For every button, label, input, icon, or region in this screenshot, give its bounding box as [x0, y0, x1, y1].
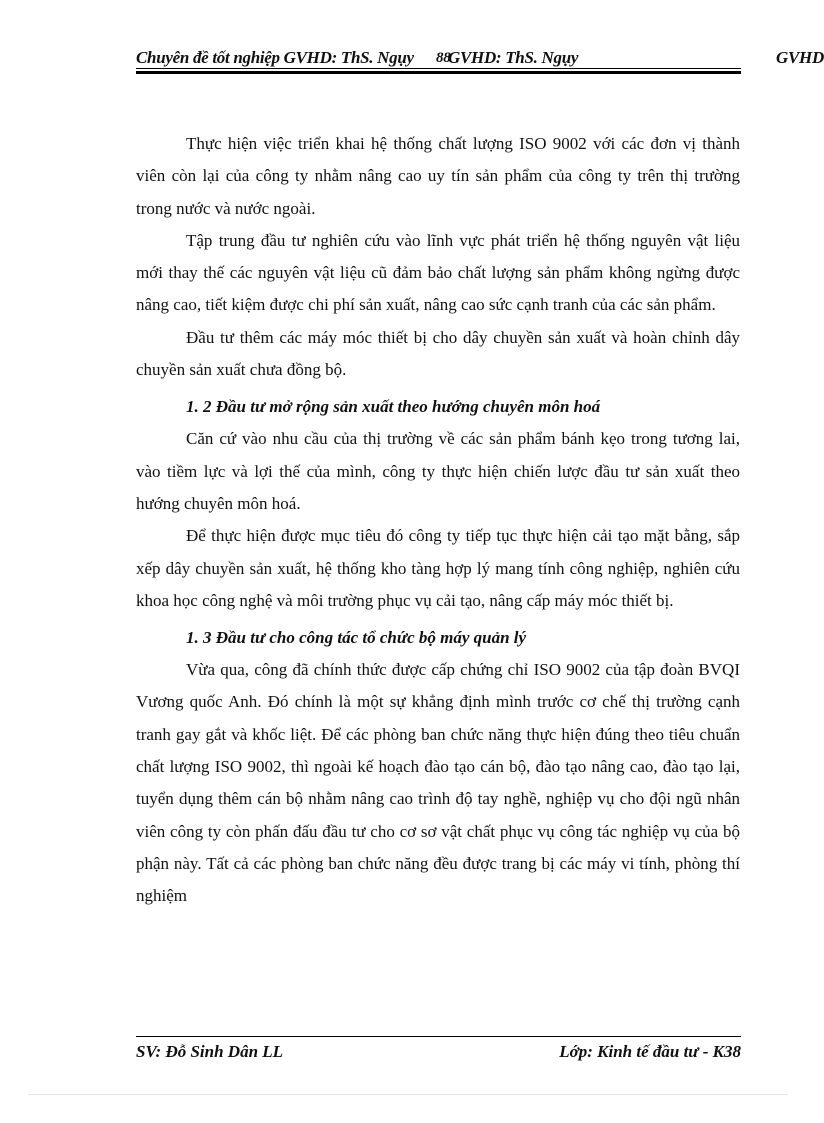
section-heading: 1. 3 Đầu tư cho công tác tổ chức bộ máy quản lý [186, 628, 527, 648]
header-left-text: Chuyên đề tốt nghiệp GVHD: ThS. Ngụy [136, 48, 414, 67]
header-rule-thick [136, 71, 741, 74]
paragraph: Để thực hiện được mục tiêu đó công ty tiếp tục thực hiện cải tạo mặt bằng, sắp xếp dây chuyền sản xuất, hệ thống kho tàng hợp lý mang tính công nghiệp, nghiên cứu khoa học công nghệ và môi trường phục vụ cải tạo, nâng cấp máy móc thiết bị. [136, 526, 740, 610]
page-header [0, 46, 824, 76]
header-right-text: GVHD [776, 48, 824, 67]
paragraph: Tập trung đầu tư nghiên cứu vào lĩnh vực phát triển hệ thống nguyên vật liệu mới thay thế các nguyên vật liệu cũ đảm bảo chất lượng sản phẩm không ngừng được nâng cao, tiết kiệm được chi phí sản xuất, nâng cao sức cạnh tranh của các sản phẩm. [136, 230, 740, 315]
paragraph: Căn cứ vào nhu cầu của thị trường về các sản phẩm bánh kẹo trong tương lai, vào tiềm lực và lợi thế của mình, công ty thực hiện chiến lược đầu tư sản xuất theo hướng chuyên môn hoá. [136, 429, 740, 513]
header-middle-text: GVHD: ThS. Ngụy [448, 48, 579, 67]
page-bottom-divider [28, 1094, 788, 1095]
footer-student: SV: Đỗ Sinh Dân LL [136, 1042, 284, 1061]
header-rule-thin [136, 68, 741, 69]
section-heading: 1. 2 Đầu tư mở rộng sản xuất theo hướng chuyên môn hoá [186, 397, 601, 417]
page-number: 88 [436, 50, 451, 66]
document-body [136, 128, 740, 913]
footer-class: Lớp: Kinh tế đầu tư - K38 [559, 1042, 741, 1061]
paragraph: Vừa qua, công đã chính thức được cấp chứng chỉ ISO 9002 của tập đoàn BVQI Vương quốc Anh. Đó chính là một sự khẳng định mình trước cơ chế thị trường cạnh tranh gay gắt và khốc liệt. Để các phòng ban chức năng thực hiện đúng theo tiêu chuẩn chất lượng ISO 9002, thì ngoài kế hoạch đào tạo cán bộ, đào tạo nâng cao, đào tạo lại, tuyển dụng thêm cán bộ nhằm nâng cao trình độ tay nghề, nghiệp vụ cho đội ngũ nhân viên công ty còn phấn đấu đầu tư cho cơ sơ vật chất phục vụ công tác nghiệp vụ của bộ phận này. Tất cả các phòng ban chức năng đều được trang bị các máy vi tính, phòng thí nghiệm [136, 660, 740, 906]
footer-rule [136, 1036, 741, 1037]
page-footer [0, 1036, 816, 1066]
paragraph: Đầu tư thêm các máy móc thiết bị cho dây chuyền sản xuất và hoàn chỉnh dây chuyền sản xuất chưa đồng bộ. [136, 327, 740, 380]
paragraph: Thực hiện việc triển khai hệ thống chất lượng ISO 9002 với các đơn vị thành viên còn lại của công ty nhằm nâng cao uy tín sản phẩm của công ty trên thị trường trong nước và nước ngoài. [136, 134, 740, 218]
